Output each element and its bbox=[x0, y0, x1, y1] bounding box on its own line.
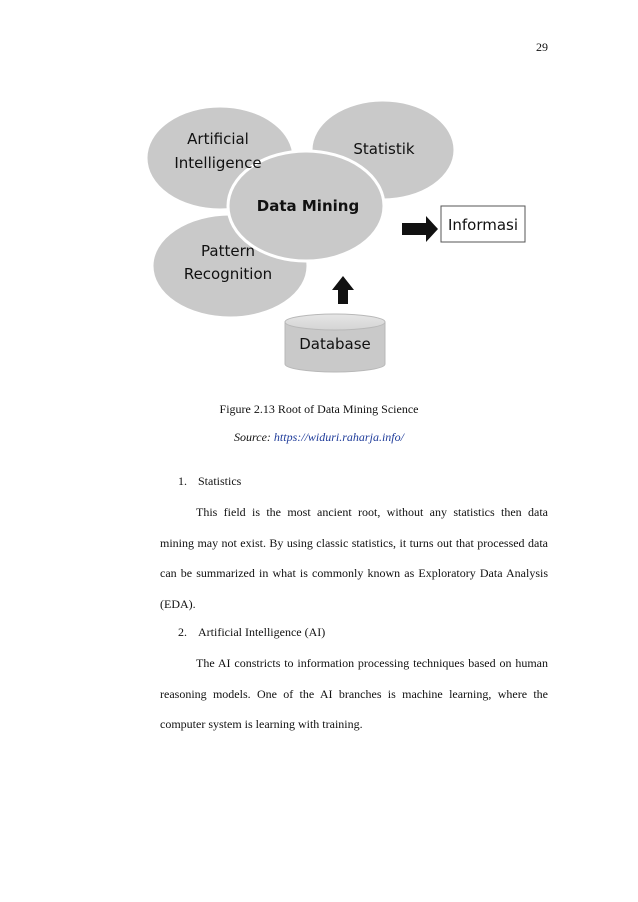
data-mining-diagram bbox=[0, 0, 638, 390]
informasi-label: Informasi bbox=[447, 216, 519, 234]
figure-caption: Figure 2.13 Root of Data Mining Science bbox=[219, 402, 419, 416]
right-arrow-icon bbox=[402, 216, 438, 242]
pattern-label-line2: Recognition bbox=[183, 265, 273, 283]
section-1-title: Statistics bbox=[198, 474, 242, 488]
ai-label-line2: Intelligence bbox=[174, 154, 262, 172]
section-2-paragraph: The AI constricts to information processing techniques based on human reasoning models. One of the AI branches is machine learning, where the computer system is learning with training. bbox=[160, 656, 548, 731]
diagram-svg bbox=[0, 0, 638, 390]
up-arrow-icon bbox=[332, 276, 354, 304]
pattern-label-line1: Pattern bbox=[201, 242, 255, 260]
source-prefix: Source: bbox=[234, 430, 274, 444]
source-link[interactable]: https://widuri.raharja.info/ bbox=[273, 430, 404, 444]
ai-label-line1: Artificial bbox=[187, 130, 249, 148]
section-2-heading bbox=[178, 625, 325, 640]
data-mining-label: Data Mining bbox=[256, 197, 360, 215]
statistik-label: Statistik bbox=[353, 140, 415, 158]
figure-source bbox=[0, 430, 638, 445]
page-number: 29 bbox=[536, 40, 548, 54]
section-1-number: 1. bbox=[178, 474, 187, 488]
section-2-title: Artificial Intelligence (AI) bbox=[198, 625, 326, 639]
section-1-paragraph: This field is the most ancient root, without any statistics then data mining may not exist. By using classic statistics, it turns out that processed data can be summarized in what is commonly known as Exploratory Data Analysis (EDA). bbox=[160, 505, 548, 611]
section-2-number: 2. bbox=[178, 625, 187, 639]
section-1-heading bbox=[178, 474, 241, 489]
database-label: Database bbox=[299, 335, 371, 353]
